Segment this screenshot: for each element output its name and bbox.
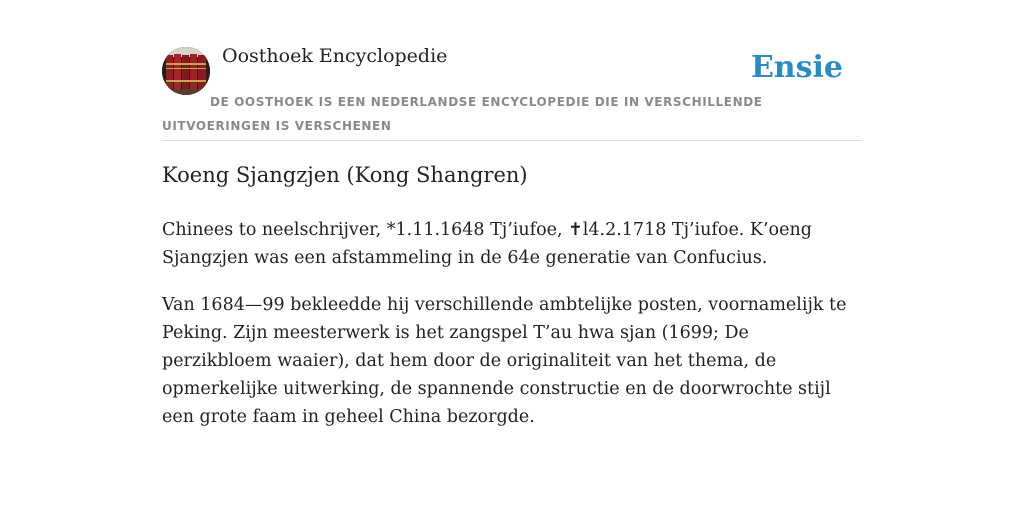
article-paragraph: Chinees to neelschrijver, *1.11.1648 Tj’iufoe, ✝l4.2.1718 Tj’iufoe. K’oeng Sjangzjen was een afstammeling in de 64e generatie van Confucius. [162,220,812,268]
page [162,0,862,512]
site-logo[interactable] [162,47,210,95]
site-tagline: DE OOSTHOEK IS EEN NEDERLANDSE ENCYCLOPEDIE DIE IN VERSCHILLENDE UITVOERINGEN IS VERSCHENEN [162,95,763,133]
article-title: Koeng Sjangzjen (Kong Shangren) [162,163,528,187]
site-header [162,0,862,141]
article-paragraph: Van 1684—99 bekleedde hij verschillende ambtelijke posten, voornamelijk te Peking. Zijn meesterwerk is het zangspel T’au hwa sjan (1699; De perzikbloem waaier), dat hem door de originaliteit van het thema, de opmerkelijke uitwerking, de spannende constructie en de doorwrochte stijl een grote faam in geheel China bezorgde. [162,295,847,427]
site-name[interactable]: Oosthoek Encyclopedie [222,45,448,67]
article-body [162,216,862,450]
encyclopedia-books-icon [162,47,210,95]
brand-link[interactable]: Ensie [750,50,843,85]
